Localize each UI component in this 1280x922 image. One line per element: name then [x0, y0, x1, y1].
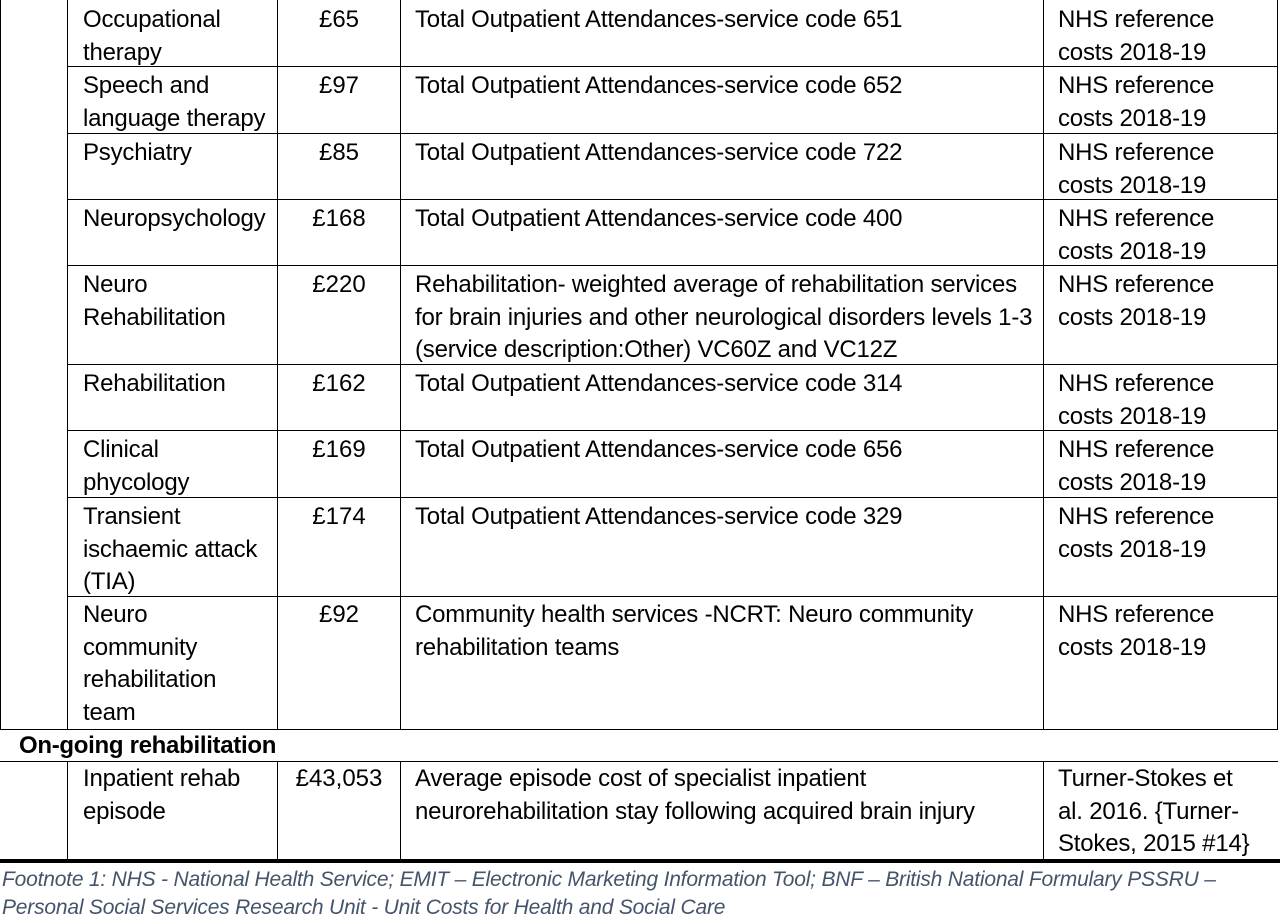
service-name: Psychiatry	[83, 139, 192, 166]
table-column-divider	[67, 762, 68, 860]
section-heading: On-going rehabilitation	[19, 732, 277, 759]
service-name: Speech and language therapy	[83, 72, 266, 132]
unit-cost: £97	[318, 72, 360, 99]
service-name: Transient ischaemic attack (TIA)	[83, 503, 258, 595]
cost-source: NHS reference costs 2018-19	[1058, 601, 1215, 661]
cost-description: Total Outpatient Attendances-service code 329	[415, 503, 903, 530]
cost-description: Community health services -NCRT: Neuro community rehabilitation teams	[415, 601, 974, 661]
cost-description: Total Outpatient Attendances-service code 722	[415, 139, 903, 166]
service-name: Neuro Rehabilitation	[83, 271, 226, 331]
unit-cost: £220	[312, 271, 366, 298]
table-footnote: Footnote 1: NHS - National Health Service; EMIT – Electronic Marketing Information Tool; BNF – British National Formulary PSSRU – Personal Social Services Research Unit - Unit Costs for Health and Social Care	[2, 868, 1216, 919]
table-column-divider	[67, 0, 68, 730]
cost-source: NHS reference costs 2018-19	[1058, 503, 1215, 563]
service-name: Neuropsychology	[83, 205, 266, 232]
cost-description: Average episode cost of specialist inpatient neurorehabilitation stay following acquired brain injury	[415, 765, 975, 825]
cost-description: Total Outpatient Attendances-service code 652	[415, 72, 903, 99]
service-name: Clinical phycology	[83, 436, 190, 496]
cost-description: Total Outpatient Attendances-service code 400	[415, 205, 903, 232]
cost-source: Turner-Stokes et al. 2016. {Turner- Stokes, 2015 #14}	[1058, 765, 1250, 857]
unit-cost: £85	[318, 139, 360, 166]
cost-source: NHS reference costs 2018-19	[1058, 271, 1215, 331]
unit-cost: £92	[318, 601, 360, 628]
unit-cost: £162	[312, 370, 366, 397]
unit-cost: £65	[318, 6, 360, 33]
unit-cost: £174	[312, 503, 366, 530]
cost-description: Total Outpatient Attendances-service code 651	[415, 6, 903, 33]
unit-cost: £43,053	[295, 765, 383, 792]
table-column-divider	[1043, 762, 1044, 860]
cost-source: NHS reference costs 2018-19	[1058, 6, 1215, 66]
cost-source: NHS reference costs 2018-19	[1058, 370, 1215, 430]
unit-cost: £168	[312, 205, 366, 232]
cost-description: Rehabilitation- weighted average of rehabilitation services for brain injuries and other neurological disorders levels 1-3 (service description:Other) VC60Z and VC12Z	[415, 271, 1033, 363]
service-name: Inpatient rehab episode	[83, 765, 241, 825]
cost-description: Total Outpatient Attendances-service code 656	[415, 436, 903, 463]
cost-source: NHS reference costs 2018-19	[1058, 436, 1215, 496]
cost-source: NHS reference costs 2018-19	[1058, 72, 1215, 132]
cost-source: NHS reference costs 2018-19	[1058, 205, 1215, 265]
table-border-left	[0, 0, 1, 730]
table-column-divider	[400, 0, 401, 730]
table-border-right	[1277, 0, 1278, 730]
cost-description: Total Outpatient Attendances-service code 314	[415, 370, 903, 397]
table-column-divider	[1043, 0, 1044, 730]
table-column-divider	[400, 762, 401, 860]
cost-source: NHS reference costs 2018-19	[1058, 139, 1215, 199]
service-name: Neuro community rehabilitation team	[83, 601, 217, 726]
unit-cost: £169	[312, 436, 366, 463]
service-name: Occupational therapy	[83, 6, 221, 66]
service-name: Rehabilitation	[83, 370, 226, 397]
